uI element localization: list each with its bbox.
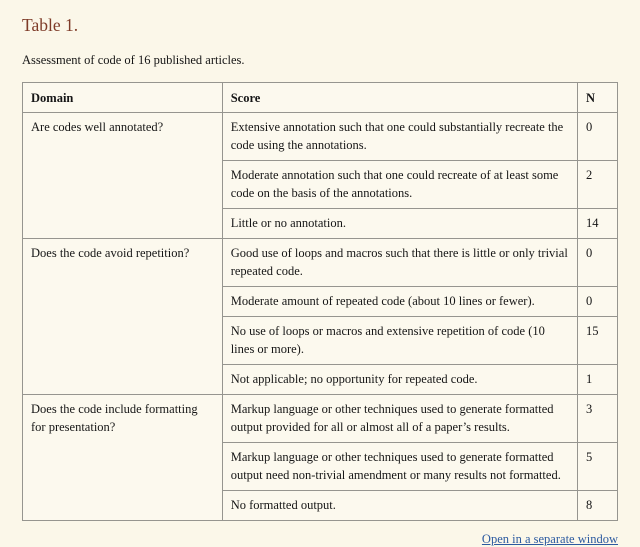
- score-cell: Markup language or other techniques used to generate formatted output need non-trivial amendment or many results not formatted.: [222, 443, 577, 491]
- table-title: Table 1.: [22, 15, 79, 35]
- n-count-cell: 3: [578, 395, 618, 443]
- score-cell: Markup language or other techniques used to generate formatted output provided for all or almost all of a paper’s results.: [222, 395, 577, 443]
- column-header-n: N: [578, 83, 618, 113]
- score-cell: Good use of loops and macros such that there is little or only trivial repeated code.: [222, 239, 577, 287]
- header-row: [23, 83, 618, 113]
- table-footer: [22, 532, 618, 547]
- n-count-cell: 15: [578, 317, 618, 365]
- table-body: [23, 113, 618, 521]
- n-count-cell: 8: [578, 491, 618, 521]
- assessment-table: [22, 82, 618, 521]
- n-count-cell: 5: [578, 443, 618, 491]
- score-cell: Extensive annotation such that one could substantially recreate the code using the annotations.: [222, 113, 577, 161]
- score-cell: Little or no annotation.: [222, 209, 577, 239]
- score-cell: Moderate amount of repeated code (about 10 lines or fewer).: [222, 287, 577, 317]
- table-caption: Assessment of code of 16 published articles.: [22, 53, 245, 67]
- table-header: [23, 83, 618, 113]
- score-cell: Not applicable; no opportunity for repeated code.: [222, 365, 577, 395]
- n-count-cell: 0: [578, 239, 618, 287]
- domain-cell: Does the code avoid repetition?: [23, 239, 223, 395]
- score-cell: No use of loops or macros and extensive repetition of code (10 lines or more).: [222, 317, 577, 365]
- n-count-cell: 1: [578, 365, 618, 395]
- domain-cell: Are codes well annotated?: [23, 113, 223, 239]
- n-count-cell: 2: [578, 161, 618, 209]
- n-count-cell: 14: [578, 209, 618, 239]
- n-count-cell: 0: [578, 113, 618, 161]
- column-header-score: Score: [222, 83, 577, 113]
- table-row: [23, 239, 618, 287]
- open-separate-window-link[interactable]: Open in a separate window: [481, 532, 618, 546]
- column-header-domain: Domain: [23, 83, 223, 113]
- table-row: [23, 395, 618, 443]
- score-cell: Moderate annotation such that one could recreate of at least some code on the basis of the annotations.: [222, 161, 577, 209]
- domain-cell: Does the code include formatting for presentation?: [23, 395, 223, 521]
- n-count-cell: 0: [578, 287, 618, 317]
- score-cell: No formatted output.: [222, 491, 577, 521]
- table-row: [23, 113, 618, 161]
